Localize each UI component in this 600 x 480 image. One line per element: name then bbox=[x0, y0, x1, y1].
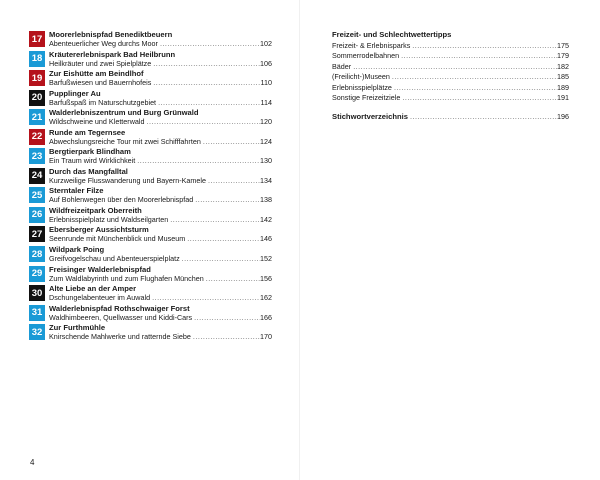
dot-leader bbox=[399, 51, 557, 61]
tip-label: Sonstige Freizeitziele bbox=[332, 93, 401, 103]
toc-entry-title: Kräutererlebnispark Bad Heilbrunn bbox=[49, 49, 176, 59]
route-number-badge: 26 bbox=[29, 207, 45, 223]
section-title: Freizeit- und Schlechtwettertipps bbox=[332, 30, 452, 39]
toc-entry-subtitle: Heilkräuter und zwei Spielplätze bbox=[49, 58, 152, 68]
toc-entry[interactable] bbox=[29, 245, 272, 265]
dot-leader bbox=[193, 195, 260, 204]
dot-leader bbox=[390, 72, 557, 82]
toc-entry[interactable] bbox=[29, 186, 272, 206]
toc-entry-page: 124 bbox=[260, 136, 272, 146]
dot-leader bbox=[158, 39, 260, 48]
toc-entry-text bbox=[49, 206, 272, 224]
toc-entry-page: 134 bbox=[260, 175, 272, 185]
toc-entry-title: Runde am Tegernsee bbox=[49, 127, 126, 137]
toc-entry-text bbox=[49, 128, 272, 146]
tip-page: 185 bbox=[557, 72, 569, 82]
toc-entry-line bbox=[49, 215, 272, 224]
toc-entry-page: 102 bbox=[260, 39, 272, 48]
dot-leader bbox=[204, 274, 260, 283]
toc-entry-subtitle: Waldhimbeeren, Quellwasser und Kiddi-Cars bbox=[49, 312, 193, 322]
toc-entry-title: Pupplinger Au bbox=[49, 88, 101, 98]
toc-entry-title: Alte Liebe an der Amper bbox=[49, 284, 137, 294]
toc-entry-text bbox=[49, 186, 272, 204]
toc-entry-page: 114 bbox=[260, 97, 272, 107]
tip-entry[interactable] bbox=[332, 62, 569, 72]
toc-entry-line bbox=[49, 313, 272, 322]
dot-leader bbox=[192, 313, 260, 322]
route-number-badge: 17 bbox=[29, 31, 45, 47]
toc-entry[interactable] bbox=[29, 108, 272, 128]
tip-entry[interactable] bbox=[332, 93, 569, 103]
toc-entry-text bbox=[49, 108, 272, 126]
toc-entry[interactable] bbox=[29, 30, 272, 50]
toc-entry-text bbox=[49, 167, 272, 185]
toc-entry-subtitle: Auf Bohlenwegen über den Moorerlebnispfad bbox=[49, 195, 194, 205]
toc-entry-page: 142 bbox=[260, 214, 272, 224]
dot-leader bbox=[400, 93, 557, 103]
toc-entry-line bbox=[49, 78, 272, 87]
toc-entry-title: Walderlebniszentrum und Burg Grünwald bbox=[49, 108, 199, 118]
route-number-badge: 20 bbox=[29, 90, 45, 106]
toc-entry-title: Wildfreizeitpark Oberreith bbox=[49, 205, 142, 215]
toc-entry-line bbox=[49, 234, 272, 243]
route-number-badge: 23 bbox=[29, 148, 45, 164]
toc-entry-line bbox=[49, 59, 272, 68]
dot-leader bbox=[168, 215, 260, 224]
dot-leader bbox=[151, 59, 260, 68]
dot-leader bbox=[410, 41, 557, 51]
toc-entry-page: 152 bbox=[260, 254, 272, 264]
toc-entry-text bbox=[49, 147, 272, 165]
toc-entry-text bbox=[49, 30, 272, 48]
route-number-badge: 30 bbox=[29, 285, 45, 301]
route-number-badge: 18 bbox=[29, 51, 45, 67]
route-number-badge: 19 bbox=[29, 70, 45, 86]
toc-entry-title: Zur Furthmühle bbox=[49, 323, 106, 333]
toc-entry-title: Bergtierpark Blindham bbox=[49, 147, 131, 157]
index-label: Stichwortverzeichnis bbox=[332, 112, 408, 122]
toc-entry-subtitle: Greifvogelschau und Abenteuerspielplatz bbox=[49, 254, 180, 264]
dot-leader bbox=[392, 83, 557, 93]
toc-entry-line bbox=[49, 137, 272, 146]
toc-entry-subtitle: Knirschende Mahlwerke und ratternde Siebe bbox=[49, 332, 191, 342]
toc-entry-title: Ebersberger Aussichtsturm bbox=[49, 225, 149, 235]
tip-entry[interactable] bbox=[332, 51, 569, 61]
toc-entry[interactable] bbox=[29, 50, 272, 70]
toc-entry-title: Wildpark Poing bbox=[49, 245, 105, 255]
route-number-badge: 28 bbox=[29, 246, 45, 262]
toc-entry-title: Freisinger Walderlebnispfad bbox=[49, 264, 151, 274]
toc-entry-line bbox=[49, 98, 272, 107]
toc-entry-line bbox=[49, 117, 272, 126]
toc-entry-subtitle: Seenrunde mit Münchenblick und Museum bbox=[49, 234, 186, 244]
dot-leader bbox=[144, 117, 260, 126]
route-number-badge: 32 bbox=[29, 324, 45, 340]
toc-entry-page: 110 bbox=[260, 78, 272, 88]
toc-entry-title: Zur Eishütte am Beindlhof bbox=[49, 69, 144, 79]
tips-list bbox=[332, 41, 569, 103]
toc-entry-page: 120 bbox=[260, 117, 272, 127]
toc-entry-line bbox=[49, 254, 272, 263]
dot-leader bbox=[156, 98, 260, 107]
toc-entry-page: 138 bbox=[260, 195, 272, 205]
toc-entry-page: 166 bbox=[260, 312, 272, 322]
toc-entry[interactable] bbox=[29, 265, 272, 285]
dot-leader bbox=[180, 254, 260, 263]
toc-entry-line bbox=[49, 156, 272, 165]
toc-entry-page: 146 bbox=[260, 234, 272, 244]
toc-entry[interactable] bbox=[29, 69, 272, 89]
toc-entry[interactable] bbox=[29, 128, 272, 148]
toc-entry-subtitle: Wildschweine und Kletterwald bbox=[49, 117, 145, 127]
toc-entry-page: 130 bbox=[260, 156, 272, 166]
toc-entry[interactable] bbox=[29, 225, 272, 245]
toc-entry-subtitle: Zum Waldlabyrinth und zum Flughafen München bbox=[49, 273, 204, 283]
toc-entry-title: Sterntaler Filze bbox=[49, 186, 104, 196]
route-number-badge: 21 bbox=[29, 109, 45, 125]
route-number-badge: 29 bbox=[29, 266, 45, 282]
tip-page: 182 bbox=[557, 61, 569, 71]
toc-entry-subtitle: Abwechslungsreiche Tour mit zwei Schifffahrten bbox=[49, 136, 201, 146]
toc-entry-line bbox=[49, 293, 272, 302]
toc-entry-subtitle: Abenteuerlicher Weg durchs Moor bbox=[49, 39, 158, 48]
toc-entry-page: 106 bbox=[260, 58, 272, 68]
toc-entry-subtitle: Barfußspaß im Naturschutzgebiet bbox=[49, 97, 157, 107]
toc-entry-text bbox=[49, 323, 272, 341]
toc-entry-title: Walderlebnispfad Rothschwaiger Forst bbox=[49, 303, 190, 313]
tip-page: 179 bbox=[557, 51, 569, 61]
dot-leader bbox=[408, 112, 557, 122]
toc-entry-page: 162 bbox=[260, 293, 272, 303]
toc-entry-line bbox=[49, 39, 272, 48]
toc-entry-title: Durch das Mangfalltal bbox=[49, 166, 128, 176]
toc-entry[interactable] bbox=[29, 89, 272, 109]
dot-leader bbox=[351, 62, 557, 72]
index-page: 196 bbox=[557, 112, 569, 122]
dot-leader bbox=[206, 176, 260, 185]
toc-entry-subtitle: Barfußwiesen und Bauernhofeis bbox=[49, 78, 152, 88]
toc-entry[interactable] bbox=[29, 147, 272, 167]
toc-entry-line bbox=[49, 195, 272, 204]
tip-label: Bäder bbox=[332, 61, 352, 71]
toc-entry-subtitle: Dschungelabenteuer im Auwald bbox=[49, 293, 151, 303]
toc-entry-text bbox=[49, 89, 272, 107]
dot-leader bbox=[150, 293, 260, 302]
dot-leader bbox=[185, 234, 260, 243]
toc-entry-title: Moorerlebnispfad Benediktbeuern bbox=[49, 30, 173, 39]
toc-entry-text bbox=[49, 50, 272, 68]
tip-page: 175 bbox=[557, 41, 569, 50]
toc-entry[interactable] bbox=[29, 323, 272, 343]
toc-entry-text bbox=[49, 69, 272, 87]
toc-entry[interactable] bbox=[29, 304, 272, 324]
tips-section bbox=[332, 30, 569, 123]
toc-entry-text bbox=[49, 225, 272, 243]
toc-list bbox=[29, 30, 272, 343]
toc-entry-line bbox=[49, 274, 272, 283]
toc-entry[interactable] bbox=[29, 284, 272, 304]
toc-entry-text bbox=[49, 245, 272, 263]
toc-entry-text bbox=[49, 284, 272, 302]
toc-entry[interactable] bbox=[29, 206, 272, 226]
toc-entry-subtitle: Kurzweilige Flusswanderung und Bayern-Kamele bbox=[49, 175, 207, 185]
index-entry[interactable] bbox=[332, 112, 569, 122]
tip-entry[interactable] bbox=[332, 83, 569, 93]
route-number-badge: 24 bbox=[29, 168, 45, 184]
tip-label: Sommerrodelbahnen bbox=[332, 51, 400, 61]
page-number-left: 4 bbox=[30, 458, 35, 467]
toc-entry[interactable] bbox=[29, 167, 272, 187]
tip-page: 189 bbox=[557, 82, 569, 92]
tip-entry[interactable] bbox=[332, 72, 569, 82]
dot-leader bbox=[201, 137, 260, 146]
tip-page: 191 bbox=[557, 93, 569, 103]
toc-entry-text bbox=[49, 304, 272, 322]
route-number-badge: 27 bbox=[29, 226, 45, 242]
tip-label: (Freilicht-)Museen bbox=[332, 72, 390, 82]
toc-entry-line bbox=[49, 332, 272, 341]
route-number-badge: 22 bbox=[29, 129, 45, 145]
toc-entry-page: 170 bbox=[260, 332, 272, 342]
toc-entry-text bbox=[49, 265, 272, 283]
toc-entry-subtitle: Erlebnisspielplatz und Waldseilgarten bbox=[49, 214, 169, 224]
toc-entry-line bbox=[49, 176, 272, 185]
route-number-badge: 25 bbox=[29, 187, 45, 203]
dot-leader bbox=[191, 332, 260, 341]
tip-label: Erlebnisspielplätze bbox=[332, 82, 392, 92]
dot-leader bbox=[135, 156, 260, 165]
toc-entry-subtitle: Ein Traum wird Wirklichkeit bbox=[49, 156, 136, 166]
toc-entry-page: 156 bbox=[260, 273, 272, 283]
dot-leader bbox=[151, 78, 260, 87]
tip-label: Freizeit- & Erlebnisparks bbox=[332, 41, 411, 50]
route-number-badge: 31 bbox=[29, 305, 45, 321]
right-page bbox=[300, 0, 600, 480]
tip-entry[interactable] bbox=[332, 41, 569, 51]
